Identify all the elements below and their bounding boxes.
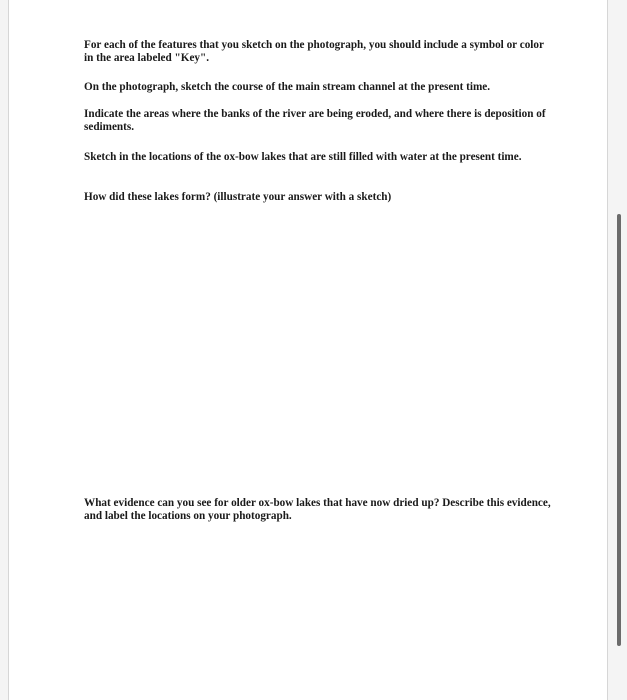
- vertical-scrollbar[interactable]: [617, 0, 625, 700]
- scrollbar-thumb[interactable]: [617, 214, 621, 646]
- question-lake-formation: How did these lakes form? (illustrate your answer with a sketch): [84, 191, 392, 203]
- question-dried-oxbow-evidence: What evidence can you see for older ox-bow lakes that have now dried up? Describe this evidence, and label the locations on your photograph.: [84, 497, 551, 522]
- instruction-erosion-deposition: Indicate the areas where the banks of the river are being eroded, and where there is deposition of sediments.: [84, 108, 546, 133]
- document-page: [8, 0, 608, 700]
- instruction-main-channel: On the photograph, sketch the course of the main stream channel at the present time.: [84, 81, 491, 93]
- instruction-key-symbols: For each of the features that you sketch on the photograph, you should include a symbol or color in the area labeled "Key".: [84, 39, 544, 64]
- instruction-oxbow-lakes: Sketch in the locations of the ox-bow lakes that are still filled with water at the present time.: [84, 151, 522, 163]
